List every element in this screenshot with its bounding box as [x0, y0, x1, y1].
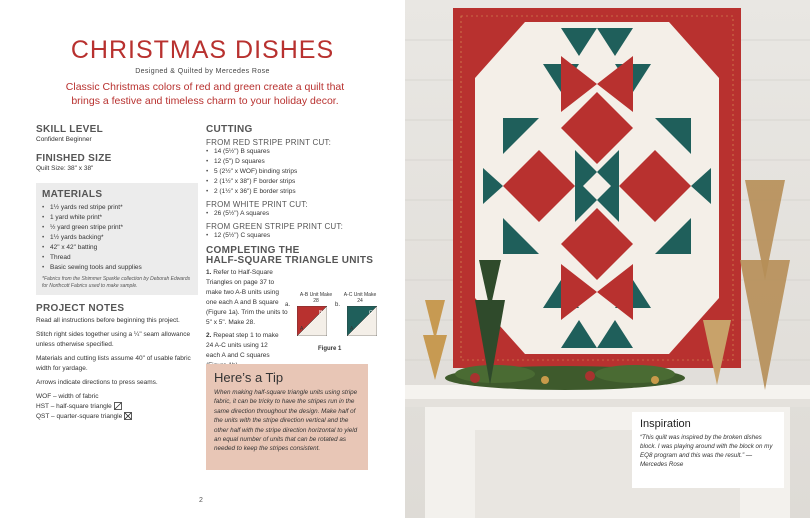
- inspiration-text: “This quilt was inspired by the broken dishes block. I was playing around with the block on my EQ8 program and this was the result.” —Mercedes Rose: [640, 434, 773, 468]
- figure-label-b: A-C Unit Make 24: [343, 292, 377, 304]
- note-paragraph: Read all instructions before beginning this project.: [36, 317, 180, 324]
- page-title: CHRISTMAS DISHES: [70, 36, 335, 64]
- list-item: • 2 (1½" x 38") F border strips: [206, 177, 386, 187]
- step-1: [206, 268, 290, 328]
- list-item: • 1½ yards red stripe print*: [42, 203, 192, 213]
- cutting-list-green: [206, 231, 386, 241]
- tip-heading: Here’s a Tip: [214, 370, 284, 385]
- step-2-text: Repeat step 1 to make 24 A-C units using 12 each A and C squares: [206, 332, 279, 359]
- abbr-hst: HST – half-square triangle: [36, 403, 112, 410]
- step-1-number: 1.: [206, 269, 212, 276]
- left-column: [36, 124, 198, 422]
- list-item: • 12 (5½") C squares: [206, 231, 386, 241]
- tip-box: [206, 364, 368, 470]
- skill-heading: SKILL LEVEL: [36, 124, 104, 135]
- skill-value: Confident Beginner: [36, 136, 92, 143]
- finished-heading: FINISHED SIZE: [36, 153, 112, 164]
- note-paragraph: Stitch right sides together using a ¼" seam allowance unless otherwise specified.: [36, 331, 191, 348]
- list-item: • 1½ yards backing*: [42, 233, 192, 243]
- cutting-group-title: FROM RED STRIPE PRINT CUT:: [206, 138, 332, 147]
- figure-label-a: A-B Unit Make 28: [299, 292, 333, 304]
- figure-tag-b: b.: [335, 302, 341, 308]
- list-item: • 14 (5½") B squares: [206, 147, 386, 157]
- cutting-list-red: [206, 147, 386, 197]
- figure-caption: Figure 1: [318, 346, 342, 352]
- list-item: • 26 (5½") A squares: [206, 209, 386, 219]
- finished-value: Quilt Size: 38" x 38": [36, 165, 94, 172]
- list-item: • 1 yard white print*: [42, 213, 192, 223]
- tip-text: When making half-square triangle units using stripe fabric, it can be tricky to have the stripes run in the same direction throughout the design. Make half of the units with the stripe direction vertical and the other half with the stripe direction horizontal to yield an equal number of units that can be rotated as needed to keep the stripes consistent.: [214, 389, 358, 453]
- materials-note: *Fabrics from the Shimmer Sparkle collection by Deborah Edwards for Northcott Fabrics used to make sample.: [42, 276, 191, 289]
- ac-letter-c: C: [369, 310, 373, 316]
- note-paragraph: Materials and cutting lists assume 40" of usable fabric width for yardage.: [36, 355, 191, 372]
- hst-icon: [114, 402, 122, 410]
- intro-text: Classic Christmas colors of red and green create a quilt that brings a festive and timeless charm to your holiday decor.: [65, 81, 345, 107]
- project-notes-heading: PROJECT NOTES: [36, 303, 125, 314]
- cutting-heading: CUTTING: [206, 124, 253, 135]
- materials-list: [42, 203, 192, 273]
- list-item: • Thread: [42, 253, 192, 263]
- inspiration-box: [632, 412, 784, 488]
- list-item: • 2 (1½" x 36") E border strips: [206, 187, 386, 197]
- abbr-wof: WOF – width of fabric: [36, 393, 99, 400]
- list-item: • 12 (5") D squares: [206, 157, 386, 167]
- ac-letter-a: A: [350, 326, 354, 332]
- list-item: • 42" x 42" batting: [42, 243, 192, 253]
- ab-letter-b: B: [319, 310, 323, 316]
- quilt-photo: [405, 0, 810, 518]
- abbr-qst-row: [36, 412, 198, 422]
- completing-heading-1: COMPLETING THE: [206, 245, 300, 256]
- note-paragraph: Arrows indicate directions to press seams.: [36, 379, 158, 386]
- cutting-group-title: FROM WHITE PRINT CUT:: [206, 200, 308, 209]
- qst-icon: [124, 412, 132, 420]
- completing-heading-2: HALF-SQUARE TRIANGLE UNITS: [206, 255, 374, 266]
- list-item: • 5 (2½" x WOF) binding strips: [206, 167, 386, 177]
- step-1-text: Refer to Half-Square Triangles on page 37 to make two A-B units using one each A and B square (Figure 1a). Trim the units to 5" x 5". Make 28.: [206, 269, 288, 326]
- list-item: • Basic sewing tools and supplies: [42, 263, 192, 273]
- byline: Designed & Quilted by Mercedes Rose: [135, 68, 270, 75]
- ab-letter-a: A: [300, 326, 304, 332]
- inspiration-heading: Inspiration: [640, 418, 691, 430]
- figure-tag-a: a.: [285, 302, 291, 308]
- list-item: • ½ yard green stripe print*: [42, 223, 192, 233]
- materials-heading: MATERIALS: [42, 189, 103, 200]
- abbr-hst-row: [36, 402, 198, 412]
- materials-box: [36, 183, 198, 295]
- page-number: 2: [199, 497, 203, 504]
- cutting-list-white: [206, 209, 386, 219]
- cutting-group-title: FROM GREEN STRIPE PRINT CUT:: [206, 222, 344, 231]
- step-2-number: 2.: [206, 332, 212, 339]
- abbr-qst: QST – quarter-square triangle: [36, 413, 123, 420]
